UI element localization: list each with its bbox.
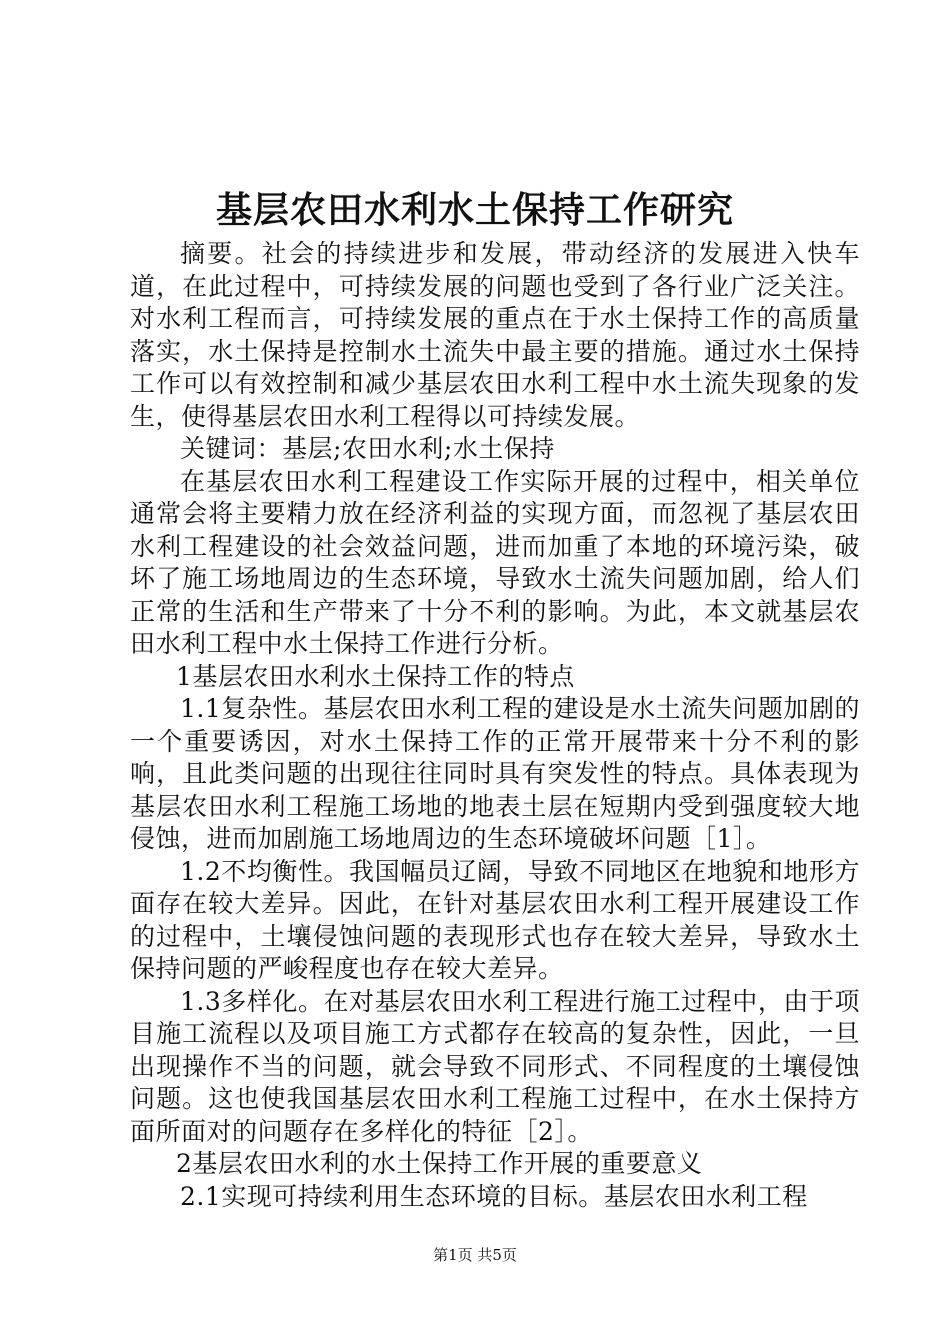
section-1-1-paragraph: 1.1复杂性。基层农田水利工程的建设是水土流失问题加剧的一个重要诱因，对水土保持工作的正常开展带来十分不利的影响，且此类问题的出现往往同时具有突发性的特点。具体表现为基层农田水利工程施工场地的地表土层在短期内受到强度较大地侵蚀，进而加剧施工场地周边的生态环境破坏问题［1］。 [130,694,860,853]
document-title: 基层农田水利水土保持工作研究 [215,189,734,231]
section-1-2-paragraph: 1.2不均衡性。我国幅员辽阔，导致不同地区在地貌和地形方面存在较大差异。因此，在针对基层农田水利工程开展建设工作的过程中，土壤侵蚀问题的表现形式也存在较大差异，导致水土保持问题的严峻程度也存在较大差异。 [130,856,860,983]
abstract-paragraph: 摘要。社会的持续进步和发展，带动经济的发展进入快车道，在此过程中，可持续发展的问题也受到了各行业广泛关注。对水利工程而言，可持续发展的重点在于水土保持工作的高质量落实，水土保持是控制水土流失中最主要的措施。通过水土保持工作可以有效控制和减少基层农田水利工程中水土流失现象的发生，使得基层农田水利工程得以可持续发展。 [130,239,860,431]
keywords-paragraph: 关键词：基层;农田水利;水土保持 [180,434,555,463]
document-body [130,238,860,1213]
section-heading-2: 2基层农田水利的水土保持工作开展的重要意义 [176,1149,703,1178]
intro-paragraph: 在基层农田水利工程建设工作实际开展的过程中，相关单位通常会将主要精力放在经济利益的实现方面，而忽视了基层农田水利工程建设的社会效益问题，进而加重了本地的环境污染，破坏了施工场地周边的生态环境，导致水土流失问题加剧，给人们正常的生活和生产带来了十分不利的影响。为此，本文就基层农田水利工程中水土保持工作进行分析。 [130,466,860,658]
page-footer: 第1页 共5页 [433,1246,517,1264]
section-1-3-paragraph: 1.3多样化。在对基层农田水利工程进行施工过程中，由于项目施工流程以及项目施工方式都存在较高的复杂性，因此，一旦出现操作不当的问题，就会导致不同形式、不同程度的土壤侵蚀问题。这也使我国基层农田水利工程施工过程中，在水土保持方面所面对的问题存在多样化的特征［2］。 [130,986,860,1146]
section-2-1-paragraph: 2.1实现可持续利用生态环境的目标。基层农田水利工程 [180,1181,808,1211]
section-heading-1: 1基层农田水利水土保持工作的特点 [176,661,575,691]
